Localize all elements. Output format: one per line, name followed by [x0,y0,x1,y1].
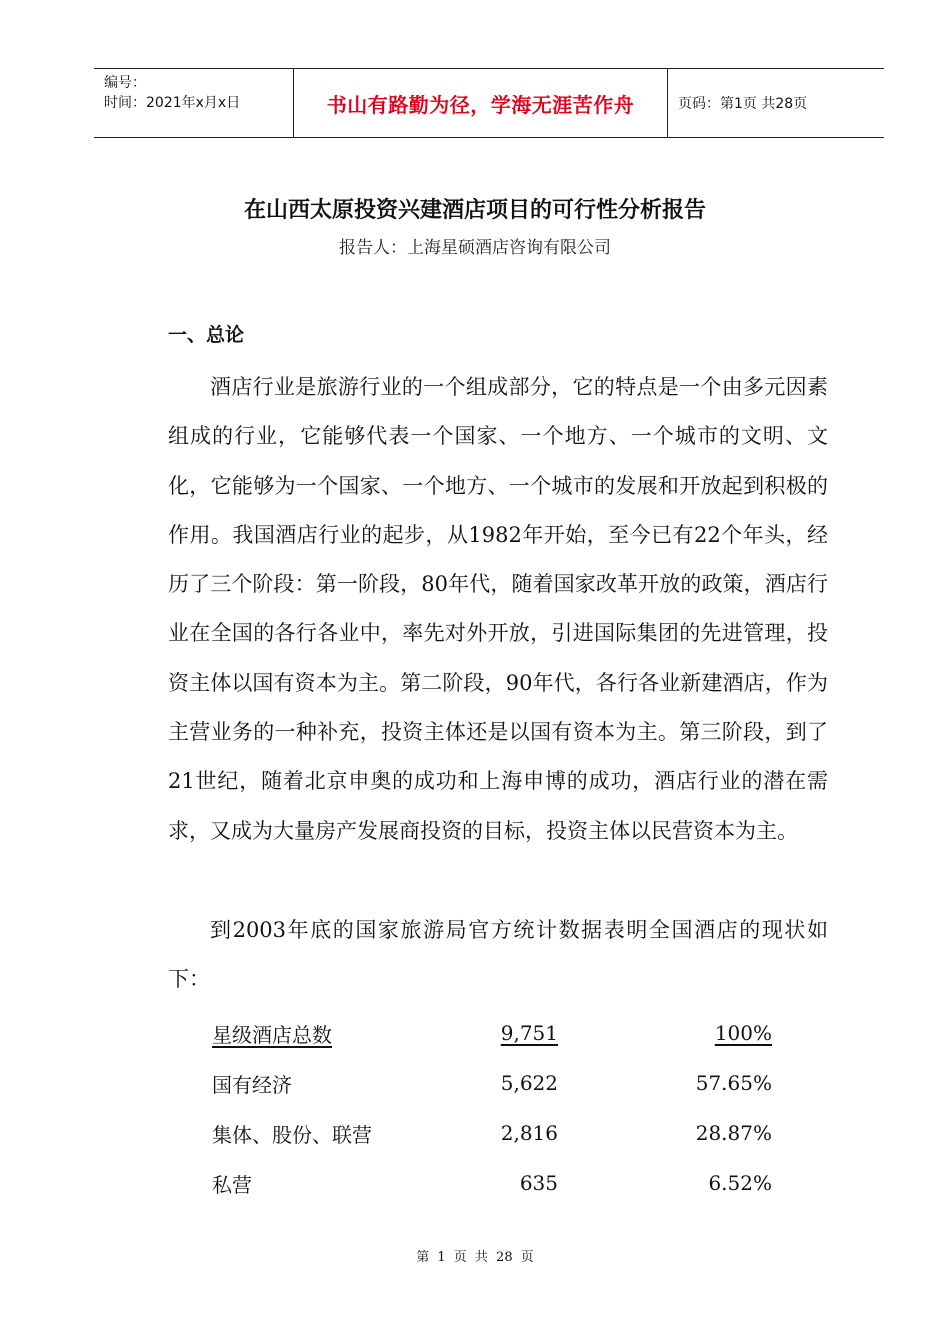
stats-row [212,1058,784,1108]
stats-percent: 100% [714,1021,772,1045]
hotel-stats-table [212,1008,784,1208]
document-time: 时间：2021年x月x日 [104,95,241,111]
stats-percent: 28.87% [695,1121,772,1145]
stats-count: 635 [519,1171,558,1195]
document-number-label: 编号： [104,75,146,91]
stats-name: 国有经济 [212,1072,292,1097]
stats-name: 星级酒店总数 [212,1022,332,1047]
stats-row [212,1158,784,1208]
section-heading: 一、总论 [168,324,245,346]
stats-name: 私营 [212,1172,252,1197]
body-paragraph-2: 到2003年底的国家旅游局官方统计数据表明全国酒店的现状如下： [168,918,828,992]
body-paragraph-1: 酒店行业是旅游行业的一个组成部分，它的特点是一个由多元因素组成的行业，它能够代表一个国家、一个地方、一个城市的文明、文化，它能够为一个国家、一个地方、一个城市的发展和开放起到积极的作用。我国酒店行业的起步，从1982年开始，至今已有22个年头，经历了三个阶段：第一阶段，80年代，随着国家改革开放的政策，酒店行业在全国的各行各业中，率先对外开放，引进国际集团的先进管理，投资主体以国有资本为主。第二阶段，90年代，各行各业新建酒店，作为主营业务的一种补充，投资主体还是以国有资本为主。第三阶段，到了21世纪，随着北京申奥的成功和上海申博的成功，酒店行业的潜在需求，又成为大量房产发展商投资的目标，投资主体以民营资本为主。 [168,375,828,843]
stats-row [212,1108,784,1158]
stats-count: 2,816 [500,1121,558,1145]
stats-row [212,1008,784,1058]
stats-count: 5,622 [500,1071,558,1095]
document-title: 在山西太原投资兴建酒店项目的可行性分析报告 [243,198,706,223]
stats-name: 集体、股份、联营 [212,1122,372,1147]
header-page-info: 页码：第1页 共28页 [678,96,808,112]
page-footer: 第 1 页 共 28 页 [416,1250,534,1265]
stats-count: 9,751 [500,1021,558,1045]
document-subtitle: 报告人：上海星硕酒店咨询有限公司 [339,238,611,258]
stats-percent: 57.65% [695,1071,772,1095]
stats-percent: 6.52% [708,1171,772,1195]
page-header [94,68,884,138]
header-motto: 书山有路勤为径，学海无涯苦作舟 [294,69,668,137]
header-meta [94,69,294,137]
